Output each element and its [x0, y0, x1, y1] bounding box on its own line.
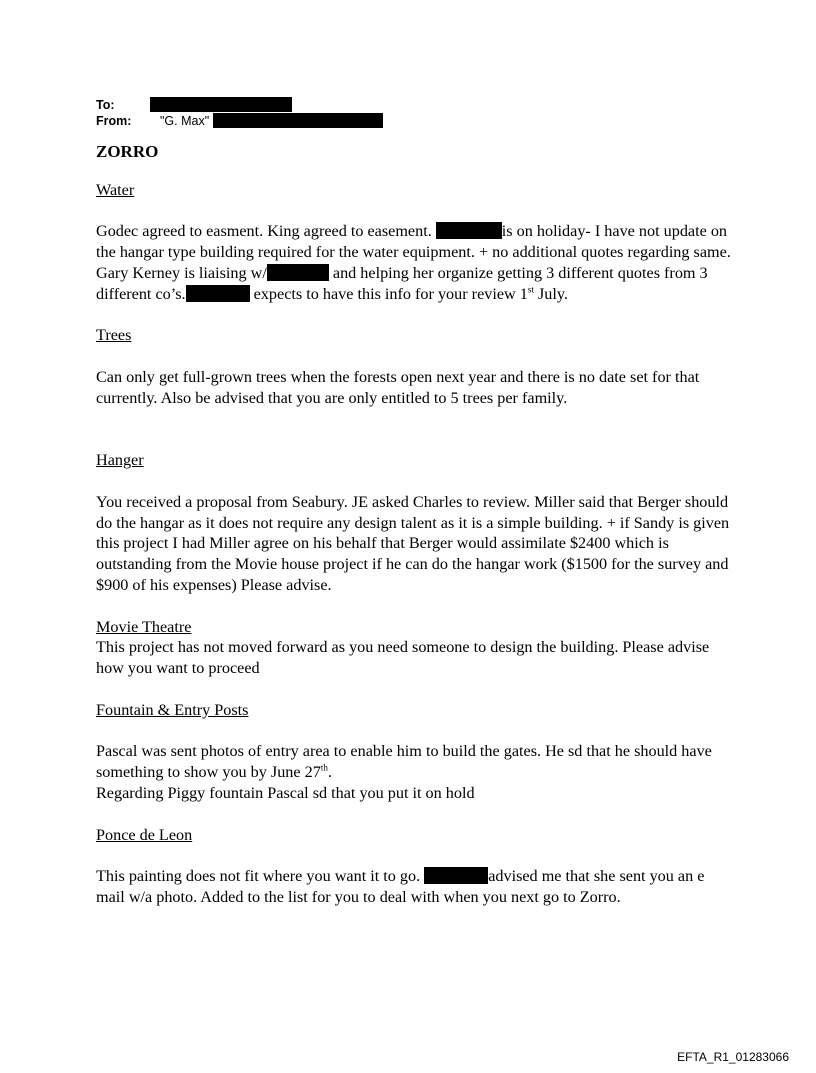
ponce-paragraph: [96, 866, 736, 908]
redaction-bar: [186, 285, 250, 302]
water-text-1: Godec agreed to easment. King agreed to easement.: [96, 222, 432, 241]
memo-body: [96, 142, 736, 908]
water-text-3: and helping her organize getting 3 different quotes from 3 different co’s.: [96, 263, 708, 303]
redaction-bar: [436, 222, 502, 239]
ponce-text-2: advised me that she sent you an e mail w/a photo. Added to the list for you to deal with when you next go to Zorro.: [96, 867, 705, 906]
superscript: th: [320, 762, 328, 773]
fountain-paragraph-1: [96, 741, 736, 783]
section-heading-ponce-de-leon: Ponce de Leon: [96, 825, 193, 844]
water-text-2: is on holiday- I have not update on the hangar type building required for the water equipment. + no additional quotes regarding same. Gary Kerney is liaising w/: [96, 222, 731, 282]
to-line: [96, 97, 292, 113]
from-line: [96, 113, 383, 129]
redaction-bar: [150, 97, 292, 112]
hanger-paragraph: You received a proposal from Seabury. JE asked Charles to review. Miller said that Berger should do the hangar as it does not require any design talent as it is a simple building. + if Sandy is given this project I had Miller agree on his behalf that Berger would assimilate $2400 which is outstanding from the Movie house project if he can do the hangar work ($1500 for the survey and $900 of his expenses) Please advise.: [96, 492, 730, 594]
fountain-text-2: .: [327, 763, 332, 782]
document-id: EFTA_R1_01283066: [677, 1050, 789, 1064]
trees-paragraph: Can only get full-grown trees when the forests open next year and there is no date set for that currently. Also be advised that you are only entitled to 5 trees per family.: [96, 367, 700, 407]
section-heading-hanger: Hanger: [96, 451, 144, 470]
water-paragraph: [96, 221, 736, 304]
ponce-text-1: This painting does not fit where you want it to go.: [96, 867, 421, 886]
to-label: To:: [96, 98, 115, 112]
redaction-bar: [213, 113, 383, 128]
movie-theatre-paragraph: This project has not moved forward as you need someone to design the building. Please advise how you want to proceed: [96, 638, 710, 678]
water-text-5: July.: [533, 284, 568, 303]
water-text-4: expects to have this info for your review 1: [253, 284, 528, 303]
page-title: ZORRO: [96, 142, 159, 161]
section-heading-water: Water: [96, 180, 135, 199]
superscript: st: [527, 284, 534, 295]
fountain-text-1: Pascal was sent photos of entry area to enable him to build the gates. He sd that he should have something to show you by June 27: [96, 742, 712, 782]
redaction-bar: [267, 264, 329, 281]
redaction-bar: [424, 867, 488, 884]
from-label: From:: [96, 114, 132, 128]
section-heading-fountain: Fountain & Entry Posts: [96, 700, 249, 719]
from-name: "G. Max": [160, 114, 210, 128]
section-heading-movie-theatre: Movie Theatre: [96, 617, 192, 636]
section-heading-trees: Trees: [96, 326, 132, 345]
fountain-paragraph-2: Regarding Piggy fountain Pascal sd that you put it on hold: [96, 783, 475, 802]
